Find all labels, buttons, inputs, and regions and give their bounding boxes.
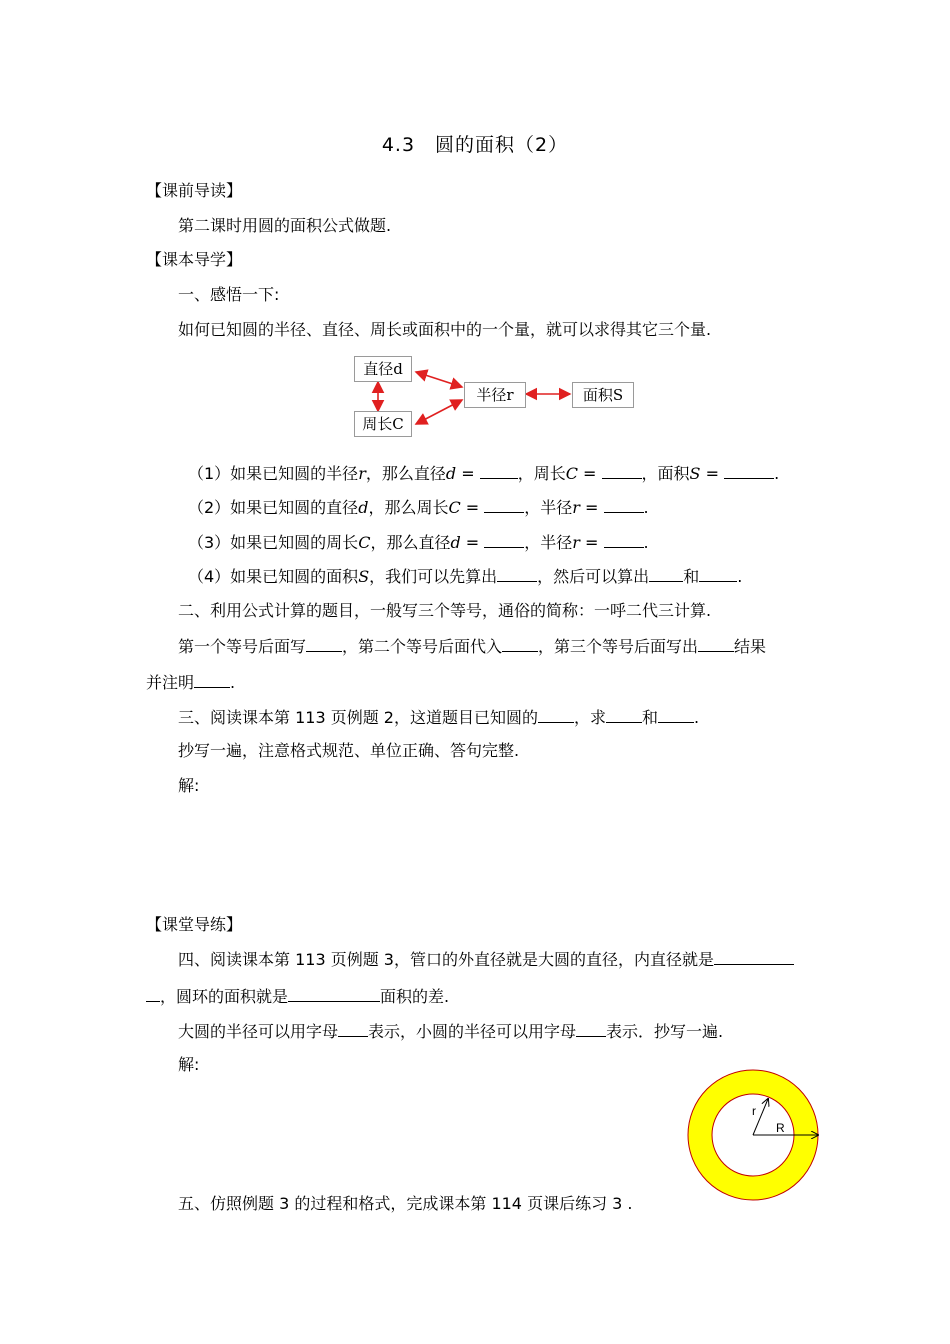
part3-text: 和 xyxy=(642,708,659,727)
part4-blank-1-cont[interactable] xyxy=(146,986,160,1002)
q1-var-s: S xyxy=(689,464,701,483)
part4-blank-1[interactable] xyxy=(714,949,794,965)
q1-text: ，面积 xyxy=(641,464,690,483)
q3-var-c: C xyxy=(358,533,371,552)
q1-blank-c[interactable] xyxy=(602,463,642,479)
q3-var-r: r xyxy=(572,533,580,552)
part5-text: 五、仿照例题 3 的过程和格式，完成课本第 114 页课后练习 3 . xyxy=(178,1194,633,1213)
q3-text: ，那么直径 xyxy=(370,533,451,552)
part2-line2 xyxy=(146,672,235,693)
q3-equals: = xyxy=(579,533,604,552)
part4-text: 大圆的半径可以用字母 xyxy=(178,1022,339,1041)
part3-blank-2[interactable] xyxy=(606,707,642,723)
q4-text: （4）如果已知圆的面积 xyxy=(188,567,359,586)
section-textbook: 【课本导学】 xyxy=(146,250,243,269)
diameter-box: 直径d xyxy=(354,356,412,382)
q2-blank-r[interactable] xyxy=(604,497,644,513)
part3-solve: 解: xyxy=(178,776,200,795)
part3-line1 xyxy=(178,707,699,728)
q4-text: ，我们可以先算出 xyxy=(369,567,498,586)
part2-blank-1[interactable] xyxy=(306,636,342,652)
q4-text: ，然后可以算出 xyxy=(537,567,650,586)
part2-text: ，第二个等号后面代入 xyxy=(342,637,503,656)
q2-blank-c[interactable] xyxy=(484,497,524,513)
circumference-box: 周长C xyxy=(354,411,412,437)
q3-equals: = xyxy=(460,533,485,552)
q1-var-c: C xyxy=(565,464,578,483)
part3-copy: 抄写一遍，注意格式规范、单位正确、答句完整. xyxy=(178,741,520,760)
q1-text: ，那么直径 xyxy=(365,464,446,483)
q1-var-r: r xyxy=(358,464,366,483)
q2-text: ，半径 xyxy=(524,498,573,517)
question-4 xyxy=(188,566,742,587)
q1-var-d: d xyxy=(445,464,457,483)
q4-var-s: S xyxy=(358,567,370,586)
q3-text: ，半径 xyxy=(524,533,573,552)
q1-blank-d[interactable] xyxy=(480,463,518,479)
q1-equals: = xyxy=(456,464,480,483)
part2-text: 并注明 xyxy=(146,673,195,692)
part2-text: 第一个等号后面写 xyxy=(178,637,307,656)
part3-text: . xyxy=(694,708,700,727)
q2-var-d: d xyxy=(358,498,369,517)
part4-blank-2[interactable] xyxy=(288,986,380,1002)
part2-line1 xyxy=(178,636,766,657)
part3-text: 三、阅读课本第 113 页例题 2，这道题目已知圆的 xyxy=(178,708,538,727)
q4-blank-3[interactable] xyxy=(699,566,737,582)
q3-blank-d[interactable] xyxy=(484,532,524,548)
question-1 xyxy=(188,463,779,484)
q2-equals: = xyxy=(460,498,485,517)
part2-heading: 二、利用公式计算的题目，一般写三个等号，通俗的简称：一呼二代三计算. xyxy=(178,601,712,620)
q1-text: （1）如果已知圆的半径 xyxy=(188,464,359,483)
part2-text: 结果 xyxy=(734,637,767,656)
q2-var-c: C xyxy=(448,498,461,517)
part4-line2 xyxy=(146,986,449,1007)
part3-blank-3[interactable] xyxy=(658,707,694,723)
big-radius-label: R xyxy=(776,1121,785,1135)
part2-blank-3[interactable] xyxy=(698,636,734,652)
q1-equals: = xyxy=(700,464,725,483)
pre-read-text: 第二课时用圆的面积公式做题. xyxy=(178,216,392,235)
q2-text: （2）如果已知圆的直径 xyxy=(188,498,359,517)
relation-diagram xyxy=(350,352,650,442)
part4-blank-3[interactable] xyxy=(338,1021,368,1037)
q1-blank-s[interactable] xyxy=(724,463,774,479)
q1-end: . xyxy=(774,464,780,483)
radius-box: 半径r xyxy=(464,382,526,408)
q2-var-r: r xyxy=(572,498,580,517)
q2-text: ，那么周长 xyxy=(368,498,449,517)
arrow-diameter-radius xyxy=(416,372,462,387)
q2-equals: = xyxy=(579,498,604,517)
q3-var-d: d xyxy=(450,533,461,552)
part2-text: . xyxy=(230,673,236,692)
q3-blank-r[interactable] xyxy=(604,532,644,548)
q4-end: . xyxy=(737,567,743,586)
q4-blank-1[interactable] xyxy=(497,566,537,582)
area-box: 面积S xyxy=(572,382,634,408)
part3-blank-1[interactable] xyxy=(538,707,574,723)
arrow-circumference-radius xyxy=(416,400,462,424)
page-title: 4.3 圆的面积（2） xyxy=(381,134,569,156)
q2-end: . xyxy=(643,498,649,517)
question-2 xyxy=(188,497,649,518)
part4-text: 四、阅读课本第 113 页例题 3，管口的外直径就是大圆的直径，内直径就是 xyxy=(178,950,714,969)
annulus-figure xyxy=(684,1068,824,1208)
q4-blank-2[interactable] xyxy=(649,566,683,582)
part1-heading: 一、感悟一下: xyxy=(178,285,280,304)
part4-solve: 解: xyxy=(178,1055,200,1074)
part2-blank-2[interactable] xyxy=(502,636,538,652)
section-pre-read: 【课前导读】 xyxy=(146,181,243,200)
small-radius-label: r xyxy=(752,1104,756,1118)
part1-intro: 如何已知圆的半径、直径、周长或面积中的一个量，就可以求得其它三个量. xyxy=(178,320,712,339)
part2-text: ，第三个等号后面写出 xyxy=(538,637,699,656)
part3-text: ，求 xyxy=(573,708,606,727)
q3-text: （3）如果已知圆的周长 xyxy=(188,533,359,552)
part4-line1 xyxy=(178,949,794,970)
part2-blank-4[interactable] xyxy=(194,672,230,688)
section-classroom: 【课堂导练】 xyxy=(146,915,243,934)
part4-text: 表示，小圆的半径可以用字母 xyxy=(368,1022,577,1041)
q3-end: . xyxy=(643,533,649,552)
part4-blank-4[interactable] xyxy=(576,1021,606,1037)
part4-text: 面积的差. xyxy=(380,987,450,1006)
q1-text: ，周长 xyxy=(517,464,566,483)
q4-and: 和 xyxy=(683,567,700,586)
q1-equals: = xyxy=(577,464,602,483)
part4-line3 xyxy=(178,1021,723,1042)
question-3 xyxy=(188,532,649,553)
part4-text: 表示．抄写一遍. xyxy=(606,1022,724,1041)
part4-text: ，圆环的面积就是 xyxy=(160,987,289,1006)
